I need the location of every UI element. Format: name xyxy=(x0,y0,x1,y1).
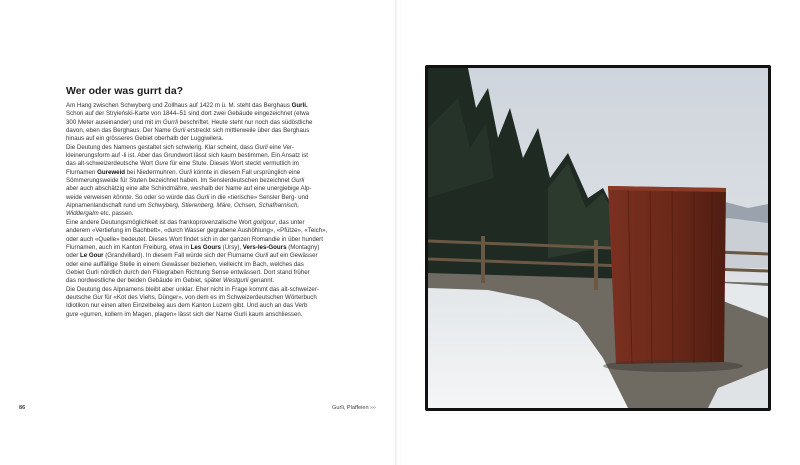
left-page xyxy=(0,0,396,465)
body-line xyxy=(66,219,338,227)
text-run: Gurli xyxy=(255,252,269,260)
body-line xyxy=(66,135,338,143)
text-run: das alt-schweizerdeutsche Wort xyxy=(66,160,155,168)
wooden-box-structure xyxy=(608,186,726,364)
article-body xyxy=(66,102,338,319)
body-line xyxy=(66,144,338,152)
text-run: in die «tierische» Sensler Berg- und xyxy=(209,193,309,201)
text-run: Widdergalm xyxy=(66,210,99,218)
body-line xyxy=(66,194,338,202)
text-run: könnte xyxy=(113,193,132,201)
text-run: bei Niedermuhren. xyxy=(125,168,179,176)
body-line xyxy=(66,236,338,244)
text-run: weide verweisen xyxy=(66,193,114,201)
body-line xyxy=(66,269,338,277)
text-run: Gure xyxy=(154,160,169,168)
text-run: oder eine auffällige Stelle in einem Gewässer beziehen, vielleicht im Bach, welches das xyxy=(66,260,304,268)
text-run: Flurnamen xyxy=(66,168,98,176)
body-line xyxy=(66,261,338,269)
body-line xyxy=(66,252,338,260)
text-run: (Grandvillard). In diesem Fall würde sich der Flurname xyxy=(103,252,256,260)
text-run: Flurnamen, auch im Kanton Freiburg, etwa in xyxy=(66,243,191,251)
text-run: das nordwestliche der beiden Gebäude im Gebiet, später xyxy=(66,277,224,285)
text-run: könnte in diesem Fall ursprünglich eine xyxy=(191,168,301,176)
text-run: Die Deutung des Namens gestaltet sich schwierig. Klar scheint, dass xyxy=(66,143,255,151)
body-line xyxy=(66,210,338,218)
body-line xyxy=(66,286,338,294)
text-run: Eine andere Deutungsmöglichkeit ist das frankoprovenzalische Wort xyxy=(66,218,254,226)
body-line xyxy=(66,160,338,168)
text-run: erstreckt sich mittlerweile über das Berghaus xyxy=(185,127,310,135)
text-run: für «Kot des Viehs, Dünger», von dem es im Schweizerdeutschen Wörterbuch xyxy=(102,293,317,301)
text-run: Sömmerungsweide für Stuten bezeichnet haben. Im Senslerdeutschen bezeichnet xyxy=(66,177,292,185)
text-run: Gebiet Gurli nördlich durch den Flüegraben Richtung Sense entwässert. Dort stand früher xyxy=(66,268,310,276)
text-run: (Montagny) xyxy=(286,243,320,251)
text-run: gol/gour xyxy=(253,218,276,226)
text-run: Am Hang zwischen Schwyberg und Zollhaus auf 1422 m ü. M. steht das Berghaus xyxy=(66,102,292,109)
text-run: eine Ver- xyxy=(267,143,295,151)
body-line xyxy=(66,102,338,110)
body-line xyxy=(66,244,338,252)
body-line xyxy=(66,127,338,135)
text-run: beschriftet. Heute steht nur noch das südöstliche xyxy=(177,118,313,126)
text-run: Le Gour xyxy=(80,252,104,260)
text-run: Schwyberg, Stierenberg, Märe, Ochsen, Schafharnisch, xyxy=(147,202,300,210)
text-run: oder auch «Quelle» bedeutet. Dieses Wort findet sich in der ganzen Romandie in über hundert xyxy=(66,235,323,243)
text-run: im Gurrli xyxy=(154,118,178,126)
body-line xyxy=(66,119,338,127)
text-run: Gurli xyxy=(196,193,210,201)
body-line xyxy=(66,110,338,118)
body-line xyxy=(66,227,338,235)
text-run: Gurli xyxy=(178,168,192,176)
text-run: deutsche xyxy=(66,293,93,301)
body-line xyxy=(66,294,338,302)
text-run: anderem «Vertiefung im Bachbett», «durch Wasser gegrabene Aushöhlung», «Pfütze», «Teich», xyxy=(66,227,328,235)
text-run: . So oder so würde das xyxy=(131,193,197,201)
text-run: Die Deutung des Alpnamens bleibt aber unklar. Eher nicht in Frage kommt das alt-schweizer- xyxy=(66,285,319,293)
body-line xyxy=(66,169,338,177)
text-run: , das unter xyxy=(275,218,305,226)
article-heading: Wer oder was gurrt da? xyxy=(66,85,184,97)
body-line xyxy=(66,202,338,210)
text-run: etc. passen. xyxy=(98,210,134,218)
text-run: 300 Meter auseinander) und mit xyxy=(66,118,155,126)
body-line xyxy=(66,302,338,310)
text-run: Vers-les-Gours xyxy=(242,243,287,251)
text-run: Idiotikon nur einen alten Einzelbeleg aus dem Kanton Luzern gibt. Und auch an das Verb xyxy=(66,302,308,310)
body-line xyxy=(66,185,338,193)
text-run: hinaus auf ein grösseres Gebiet oberhalb der Luggiwilera. xyxy=(66,135,224,143)
text-run: Gureweid xyxy=(97,168,126,176)
photo-frame xyxy=(425,65,771,411)
berghaus-photo xyxy=(428,68,768,408)
text-run: «gurren, kollern im Magen, plagen» lässt sich der Name Gurli kaum anschliessen. xyxy=(78,310,303,318)
text-run: gure xyxy=(66,310,79,318)
text-run: Alpnamenlandschaft rund um xyxy=(66,202,148,210)
text-run: Gurli xyxy=(291,177,305,185)
text-run: aber auch abschätzig eine alte Schindmähre, weshalb der Name auf eine unergiebige Alp- xyxy=(66,185,312,193)
text-run: Gur xyxy=(92,293,103,301)
text-run: Les Gours xyxy=(190,243,221,251)
text-run: Gurli xyxy=(254,143,268,151)
text-run: Gurli xyxy=(172,127,186,135)
text-run: kleinerungsform auf -li ist. Aber das Grundwort lässt sich kaum bestimmen. Ein Ansatz ist xyxy=(66,152,308,160)
page-number: 86 xyxy=(19,405,26,411)
body-line xyxy=(66,277,338,285)
text-run: davon, eben das Berghaus. Der Name xyxy=(66,127,173,135)
text-run: Westgurli xyxy=(223,277,249,285)
text-run: für eine Stute. Dieses Wort steckt vermutlich im xyxy=(168,160,299,168)
text-run: auf ein Gewässer xyxy=(268,252,318,260)
body-line xyxy=(66,177,338,185)
text-run: genannt. xyxy=(248,277,275,285)
text-run: Schon auf der Stryieński-Karte von 1844–51 sind dort zwei Gebäude eingezeichnet (etwa xyxy=(66,110,310,118)
body-line xyxy=(66,311,338,319)
running-footer: Gurli, Plaffeien ››› xyxy=(332,405,376,411)
text-run: (Ursy), xyxy=(220,243,243,251)
text-run: Gurli. xyxy=(291,102,308,109)
body-line xyxy=(66,152,338,160)
text-run: oder xyxy=(66,252,80,260)
